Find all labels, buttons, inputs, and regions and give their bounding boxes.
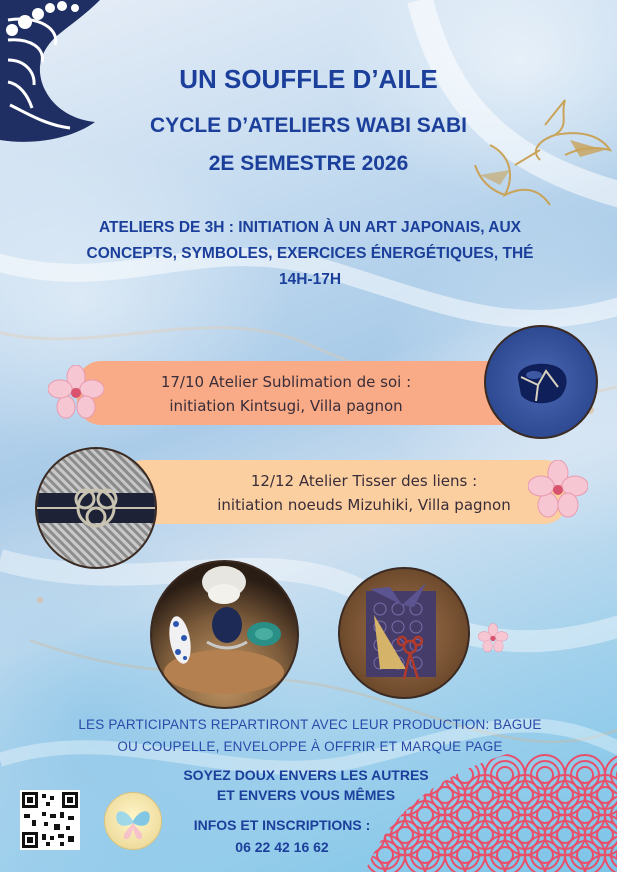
description-line: 14H-17H — [278, 271, 342, 288]
participants-note-line: OU COUPELLE, ENVELOPPE À OFFRIR ET MARQUE PAGE — [117, 739, 503, 754]
motto-line: ET ENVERS VOUS MÊMES — [216, 787, 396, 803]
description-line: ATELIERS DE 3H : INITIATION À UN ART JAPONAIS, AUX — [99, 219, 521, 236]
workshop-band-1 — [77, 361, 535, 425]
workshop-subtitle: initiation Kintsugi, Villa pagnon — [169, 397, 403, 415]
workshop-text-1 — [57, 370, 515, 418]
seigaiha-pattern-icon — [365, 735, 617, 872]
butterfly-logo-icon — [104, 792, 162, 850]
workshop-text-2 — [140, 469, 588, 517]
contact-label: INFOS ET INSCRIPTIONS : — [193, 817, 371, 833]
subtitle-semester: 2E SEMESTRE 2026 — [208, 152, 409, 175]
kintsugi-photo — [484, 325, 598, 439]
subtitle-cycle: CYCLE D’ATELIERS WABI SABI — [150, 114, 467, 137]
participants-note-line: LES PARTICIPANTS REPARTIRONT AVEC LEUR PRODUCTION: BAGUE — [78, 717, 542, 732]
sakura-icon — [478, 623, 508, 653]
description-line: CONCEPTS, SYMBOLES, EXERCICES ÉNERGÉTIQUES, THÉ — [86, 245, 534, 262]
motto-line: SOYEZ DOUX ENVERS LES AUTRES — [183, 767, 429, 783]
envelope-photo — [338, 567, 470, 699]
workshop-date-title: 17/10 Atelier Sublimation de soi : — [160, 373, 412, 391]
sakura-icon — [48, 365, 104, 419]
mizuhiki-photo — [35, 447, 157, 569]
workshop-subtitle: initiation noeuds Mizuhiki, Villa pagnon — [217, 496, 511, 514]
description — [40, 215, 580, 293]
workshop-band-2 — [120, 460, 568, 524]
title: UN SOUFFLE D’AILE — [179, 64, 438, 94]
rings-photo — [150, 560, 299, 709]
sakura-icon — [528, 460, 588, 518]
qr-code-icon[interactable] — [20, 790, 80, 850]
workshop-date-title: 12/12 Atelier Tisser des liens : — [250, 472, 478, 490]
contact-phone: 06 22 42 16 62 — [235, 839, 329, 855]
